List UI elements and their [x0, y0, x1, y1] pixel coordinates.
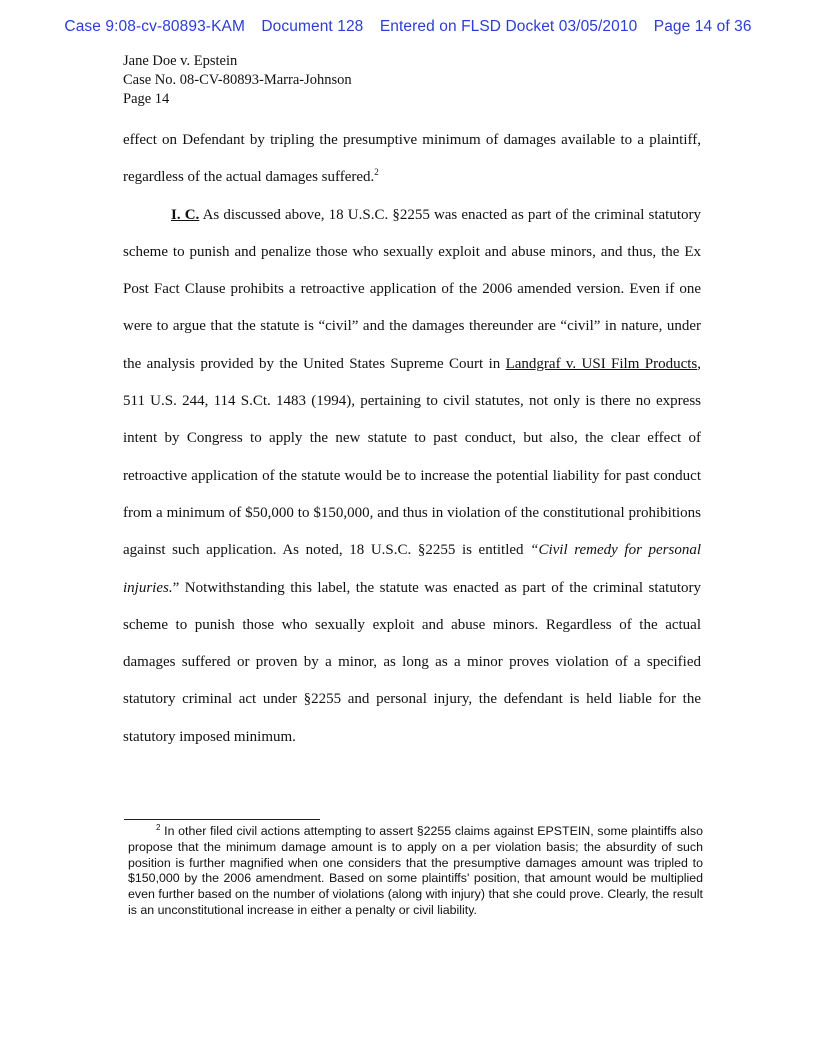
footnote-divider	[124, 819, 320, 820]
statute-title: “Civil remedy for personal injuries.	[123, 542, 701, 596]
paragraph-continuation	[123, 122, 701, 197]
footnote-number: 2	[156, 823, 161, 832]
stamp-entered: Entered on FLSD Docket 03/05/2010	[379, 18, 638, 35]
stamp-case-number: Case 9:08-cv-80893-KAM	[64, 18, 245, 35]
stamp-page: Page 14 of 36	[653, 18, 752, 35]
document-body	[123, 122, 701, 756]
section-text-c: ” Notwithstanding this label, the statute was enacted as part of the criminal statutory scheme to punish those who sexually exploit and abuse minors. Regardless of the actual damages suffered or proven by a minor, as long as a minor proves violation of a specified statutory criminal act under §2255 and personal injury, the defendant is held liable for the statutory imposed minimum.	[123, 579, 701, 745]
case-caption	[123, 52, 352, 109]
caption-case-no: Case No. 08-CV-80893-Marra-Johnson	[123, 72, 352, 88]
case-citation-name: Landgraf v. USI Film Products	[505, 355, 698, 372]
docket-stamp	[0, 18, 816, 36]
section-text-b: , 511 U.S. 244, 114 S.Ct. 1483 (1994), pertaining to civil statutes, not only is there no express intent by Congress to apply the new statute to past conduct, but also, the clear effect of retroactive application of the statute would be to increase the potential liability for past conduct from a minimum of $50,000 to $150,000, and thus in violation of the constitutional prohibitions against such application. As noted, 18 U.S.C. §2255 is entitled	[123, 355, 701, 559]
stamp-document-number: Document 128	[261, 18, 364, 35]
section-text-a: As discussed above, 18 U.S.C. §2255 was enacted as part of the criminal statutory scheme to punish and penalize those who sexually exploit and abuse minors, and thus, the Ex Post Fact Clause prohibits a retroactive application of the 2006 amended version. Even if one were to argue that the statute is “civil” and the damages thereunder are “civil” in nature, under the analysis provided by the United States Supreme Court in	[123, 206, 701, 372]
paragraph-continuation-text: effect on Defendant by tripling the presumptive minimum of damages available to a plaintiff, regardless of the actual damages suffered.	[123, 132, 701, 186]
footnote	[128, 824, 703, 919]
section-heading: I. C.	[171, 206, 200, 223]
paragraph-section-ic	[123, 197, 701, 756]
footnote-reference: 2	[374, 167, 379, 178]
caption-title: Jane Doe v. Epstein	[123, 53, 238, 69]
footnote-paragraph	[128, 824, 703, 919]
footnote-text: In other filed civil actions attempting to assert §2255 claims against EPSTEIN, some plaintiffs also propose that the minimum damage amount is to apply on a per violation basis; the absurdity of such position is further magnified when one considers that the presumptive damages amount was tripled to $150,000 by the 2006 amendment. Based on some plaintiffs' position, that amount would be multiplied even further based on the number of violations (along with injury) that she could prove. Clearly, the result is an unconstitutional increase in either a penalty or civil liability.	[128, 824, 703, 917]
caption-page: Page 14	[123, 91, 170, 107]
